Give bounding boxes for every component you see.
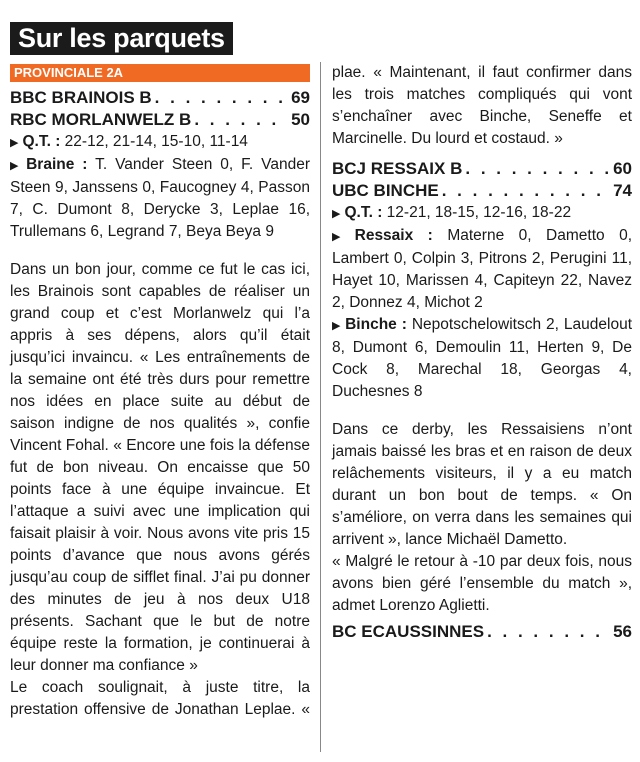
triangle-right-icon: ▶ — [10, 160, 23, 172]
players-text: T. Vander Steen 0, F. Vander Steen 9, Janssens 0, Faucogney 4, Passon 7, C. Dumont 8, Derycke 3, Leplae 16, Trullemans 6, Legrand 7, Beya Beya 9 — [10, 156, 310, 240]
players-text: Materne 0, Dametto 0, Lambert 0, Colpin 3, Pitrons 2, Perugini 11, Hayet 10, Marissen 4, Capiteyn 22, Navez 2, Donnez 4, Michot 2 — [332, 227, 633, 311]
away-score-line — [10, 109, 310, 131]
players-label: Binche : — [345, 316, 407, 333]
dot-leader — [194, 109, 288, 131]
home-score: 56 — [613, 622, 632, 641]
triangle-right-icon: ▶ — [10, 137, 19, 149]
article-paragraph: Dans un bon jour, comme ce fut le cas ici, les Brainois sont capables de réaliser un grand coup et c’est Morlanwelz qui l’a appris à ses dépens, alors qu’il était jusqu’ici invaincu. « Les entraînements de la semaine ont été très durs pour remettre nos idées en place suite au début de saison indigne de nos qualités », confie Vincent Fohal. « Encore une fois la défense fut de bon niveau. On encaisse que 50 points face à une équipe invaincue. Et l’attaque a suivi avec une implication qui faisait plaisir à voir. Nous avons vite pris 15 points d’avance que nous avons gérés jusqu’au coup de sifflet final. J’ai pu donner des minutes de jeu à nos deux U18 présents. Sachant que le but de notre équipe reste la formation, je continuerai à leur donner ma confiance » — [10, 261, 310, 674]
article-paragraph-2: Le coach soulignait, à juste titre, la prestation offensive de Jonathan Leplae. « — [10, 679, 310, 718]
quarter-scores — [332, 202, 632, 225]
away-score-line — [332, 180, 632, 202]
page-title: Sur les parquets — [10, 22, 233, 55]
right-column — [332, 62, 632, 643]
dot-leader — [465, 158, 610, 180]
triangle-right-icon: ▶ — [332, 320, 342, 332]
quarter-scores — [10, 131, 310, 154]
players-label: Ressaix : — [354, 227, 433, 244]
dot-leader — [442, 180, 610, 202]
left-column — [10, 64, 310, 721]
player-list — [10, 154, 310, 243]
home-score-line — [332, 158, 632, 180]
home-team: BCJ RESSAIX B — [332, 159, 463, 178]
home-team: BC ECAUSSINNES — [332, 622, 485, 641]
qt-label: Q.T. : — [22, 133, 61, 150]
home-score: 60 — [613, 159, 632, 178]
dot-leader — [155, 87, 288, 109]
players-text: Nepotschelowitsch 2, Laudelout 8, Dumont 6, Demoulin 11, Herten 9, De Cock 8, Marechal 18, Georgas 4, Duchesnes 8 — [332, 316, 632, 400]
dot-leader — [487, 621, 610, 643]
away-score: 74 — [613, 181, 632, 200]
player-list-ressaix — [332, 225, 632, 314]
away-score: 50 — [291, 110, 310, 129]
triangle-right-icon: ▶ — [332, 208, 341, 220]
column-divider — [320, 62, 321, 752]
triangle-right-icon: ▶ — [332, 231, 351, 243]
home-score: 69 — [291, 88, 310, 107]
players-label: Braine : — [26, 156, 88, 173]
article-continuation: plae. « Maintenant, il faut confirmer dans les trois matches compliqués qui vont s’enchaîner avec Binche, Seneffe et Marcinelle. Du lourd et costaud. » — [332, 64, 632, 147]
away-team: UBC BINCHE — [332, 181, 439, 200]
qt-values: 12-21, 18-15, 12-16, 18-22 — [386, 204, 572, 221]
home-score-line — [332, 621, 632, 643]
home-team: BBC BRAINOIS B — [10, 88, 152, 107]
qt-label: Q.T. : — [344, 204, 383, 221]
away-team: RBC MORLANWELZ B — [10, 110, 192, 129]
qt-values: 22-12, 21-14, 15-10, 11-14 — [64, 133, 248, 150]
home-score-line — [10, 87, 310, 109]
article-paragraph-2: « Malgré le retour à -10 par deux fois, nous avons bien géré l’ensemble du match », admet Lorenzo Aglietti. — [332, 553, 632, 614]
player-list-binche — [332, 314, 632, 403]
league-label: PROVINCIALE 2A — [10, 64, 310, 82]
article-paragraph: Dans ce derby, les Ressaisiens n’ont jamais baissé les bras et en raison de deux relâchements visiteurs, il y a eu match durant un bon bout de temps. « On s’améliore, on verra dans les semaines qui arrivent », lance Michaël Dametto. — [332, 421, 632, 548]
